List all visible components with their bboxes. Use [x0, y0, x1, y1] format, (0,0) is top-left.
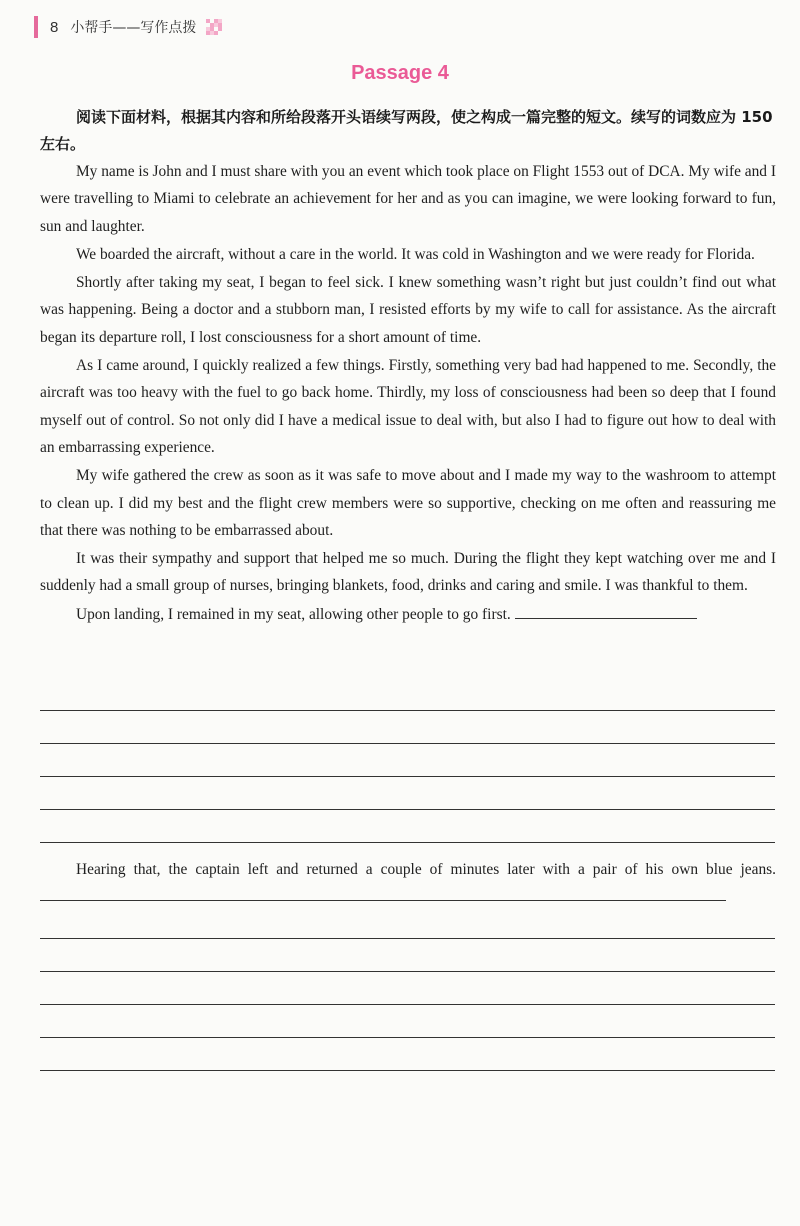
answer-line[interactable] [40, 776, 775, 777]
header-accent-bar [34, 16, 38, 38]
answer-line[interactable] [40, 809, 775, 810]
answer-line[interactable] [40, 938, 775, 939]
continuation-prompt-1 [40, 601, 776, 628]
answer-line[interactable] [40, 1037, 775, 1038]
answer-line[interactable] [40, 842, 775, 843]
prompt-1-text: Upon landing, I remained in my seat, allowing other people to go first. [76, 605, 511, 623]
passage-title: Passage 4 [351, 62, 449, 84]
checker-decoration-icon [206, 19, 222, 35]
answer-line[interactable] [40, 1004, 775, 1005]
paragraph: As I came around, I quickly realized a few things. Firstly, something very bad had happened to me. Secondly, the aircraft was too heavy with the fuel to go back home. Thirdly, my loss of consciousness had been so deep that I found myself out of control. So not only did I have a medical issue to deal with, but also I had to figure out how to deal with an embarrassing experience. [40, 357, 776, 456]
paragraph: We boarded the aircraft, without a care in the world. It was cold in Washington and we were ready for Florida. [76, 245, 755, 263]
page-header [34, 14, 222, 40]
instructions: 阅读下面材料，根据其内容和所给段落开头语续写两段，使之构成一篇完整的短文。续写的词数应为 150 左右。 [40, 108, 773, 153]
header-title: 小帮手——写作点拨 [70, 20, 197, 36]
paragraph: My wife gathered the crew as soon as it was safe to move about and I made my way to the washroom to attempt to clean up. I did my best and the flight crew members were so supportive, checking on me often and reassuring me that there was nothing to be embarrassed about. [40, 467, 776, 539]
paragraph: Shortly after taking my seat, I began to feel sick. I knew something wasn’t right but just couldn’t find out what was happening. Being a doctor and a stubborn man, I resisted efforts by my wife to call for assistance. As the aircraft began its departure roll, I lost consciousness for a short amount of time. [40, 274, 776, 346]
answer-line[interactable] [40, 899, 726, 901]
answer-line[interactable] [40, 743, 775, 744]
answer-line[interactable] [40, 1070, 775, 1071]
continuation-prompt-2 [40, 856, 776, 910]
passage-body [40, 158, 776, 628]
paragraph: It was their sympathy and support that helped me so much. During the flight they kept watching over me and I suddenly had a small group of nurses, bringing blankets, food, drinks and caring and smile. I was thankful to them. [40, 550, 776, 595]
answer-line[interactable] [40, 710, 775, 711]
answer-line[interactable] [40, 971, 775, 972]
page-number: 8 [50, 18, 59, 36]
prompt-2-text: Hearing that, the captain left and returned a couple of minutes later with a pair of his own blue jeans. [76, 861, 776, 878]
answer-line[interactable] [515, 617, 697, 619]
paragraph: My name is John and I must share with you an event which took place on Flight 1553 out of DCA. My wife and I were travelling to Miami to celebrate an achievement for her and as you can imagine, we were looking forward to fun, sun and laughter. [40, 163, 776, 235]
